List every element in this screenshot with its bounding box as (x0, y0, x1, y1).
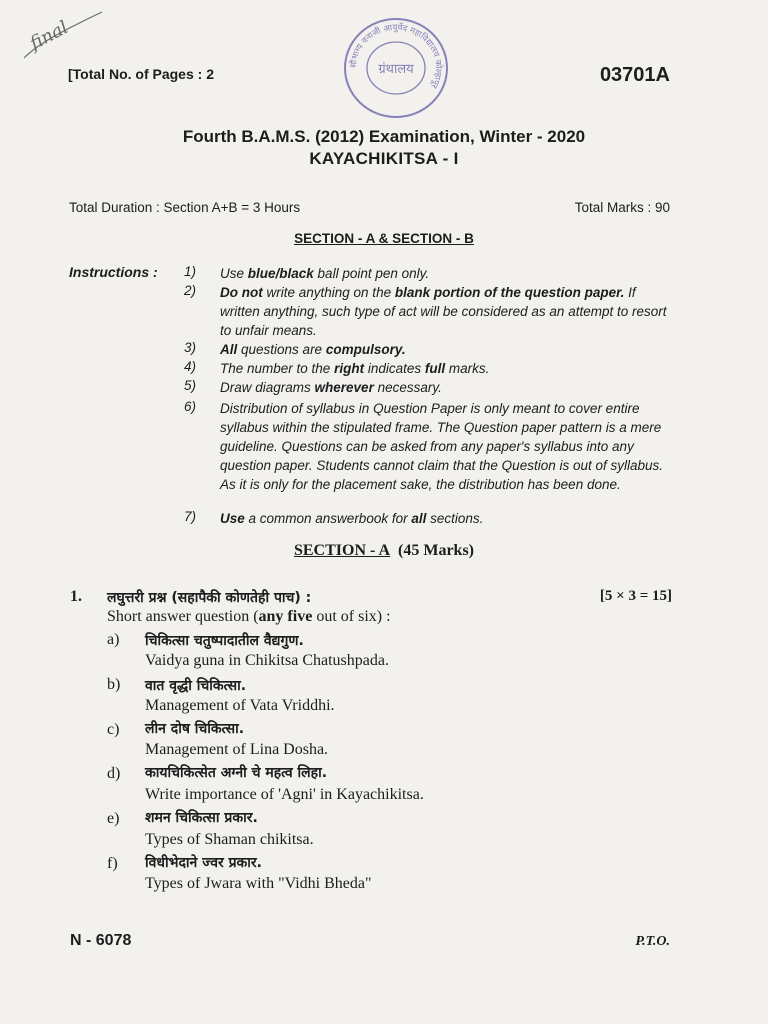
part-label: c) (107, 721, 120, 738)
part-english: Management of Vata Vriddhi. (145, 697, 335, 714)
part-english: Types of Shaman chikitsa. (145, 831, 314, 848)
stamp-center-text: ग्रंथालय (378, 62, 414, 77)
instructions-label: Instructions : (69, 264, 158, 280)
part-label: b) (107, 676, 121, 693)
exam-title: Fourth B.A.M.S. (2012) Examination, Winter - 2020 (182, 127, 586, 146)
part-marathi: कायचिकित्सेत अग्नी चे महत्व लिहा. (145, 765, 328, 781)
instruction-4: The number to the right indicates full marks. (220, 361, 490, 376)
instruction-number: 1) (183, 264, 196, 279)
part-english: Types of Jwara with "Vidhi Bheda" (145, 875, 372, 892)
total-marks: Total Marks : 90 (574, 200, 670, 215)
part-label: e) (107, 810, 120, 827)
footer-code: N - 6078 (70, 932, 132, 949)
instruction-7: Use a common answerbook for all sections. (220, 511, 484, 526)
instruction-3: All questions are compulsory. (220, 342, 406, 357)
pto-label: P.T.O. (635, 934, 670, 949)
part-english: Vaidya guna in Chikitsa Chatushpada. (145, 652, 389, 669)
instruction-1: Use blue/black ball point pen only. (220, 266, 430, 281)
instruction-number: 2) (183, 283, 196, 298)
instruction-number: 6) (183, 399, 196, 414)
library-stamp (342, 16, 450, 120)
part-english: Management of Lina Dosha. (145, 741, 329, 758)
final-text: final (26, 17, 72, 55)
total-pages: [Total No. of Pages : 2 (68, 66, 214, 82)
stamp-ring-text: सौभाग्य वनाजी आयुर्वेद महाविद्यालय कोल्हापूर (348, 22, 444, 90)
instruction-number: 5) (183, 378, 196, 393)
section-a-marks: (45 Marks) (398, 542, 474, 559)
subject-title: KAYACHIKITSA - I (309, 149, 459, 168)
part-marathi: शमन चिकित्सा प्रकार. (145, 810, 258, 826)
instruction-2: Do not write anything on the blank portion of the question paper. If written anything, such type of act will be considered as an attempt to resort to unfair means. (220, 285, 667, 338)
paper-code: 03701A (599, 64, 670, 86)
instruction-number: 3) (183, 340, 196, 355)
question-number: 1. (70, 588, 82, 605)
part-label: f) (107, 855, 118, 872)
question-marks: [5 × 3 = 15] (599, 588, 672, 604)
part-marathi: वात वृद्धी चिकित्सा. (145, 678, 247, 694)
part-label: a) (107, 631, 120, 648)
handwritten-final-note (20, 6, 110, 66)
part-marathi: लीन दोष चिकित्सा. (145, 721, 245, 737)
sections-heading: SECTION - A & SECTION - B (294, 231, 474, 246)
part-label: d) (107, 765, 121, 782)
section-a-title: SECTION - A (293, 542, 391, 559)
part-english: Write importance of 'Agni' in Kayachikitsa. (145, 786, 424, 803)
section-a-heading (0, 542, 768, 560)
instruction-6: Distribution of syllabus in Question Paper is only meant to cover entire syllabus within the stipulated frame. The Question paper pattern is a mere guideline. Questions can be asked from any paper's syllabus into any question paper. Students cannot claim that the Question is out of syllabus. As it is only for the placement sake, the distribution has been done. (220, 401, 664, 492)
instruction-5: Draw diagrams wherever necessary. (220, 380, 442, 395)
question-subheading: Short answer question (any five out of six) : (107, 608, 391, 625)
part-marathi: विधीभेदाने ज्वर प्रकार. (145, 855, 262, 871)
instruction-number: 7) (183, 509, 196, 524)
total-duration: Total Duration : Section A+B = 3 Hours (69, 200, 301, 215)
instruction-number: 4) (183, 359, 196, 374)
question-heading-marathi: लघुत्तरी प्रश्न (सहापैकी कोणतेही पाच) : (107, 590, 312, 606)
part-marathi: चिकित्सा चतुष्पादातील वैद्यगुण. (145, 633, 304, 649)
